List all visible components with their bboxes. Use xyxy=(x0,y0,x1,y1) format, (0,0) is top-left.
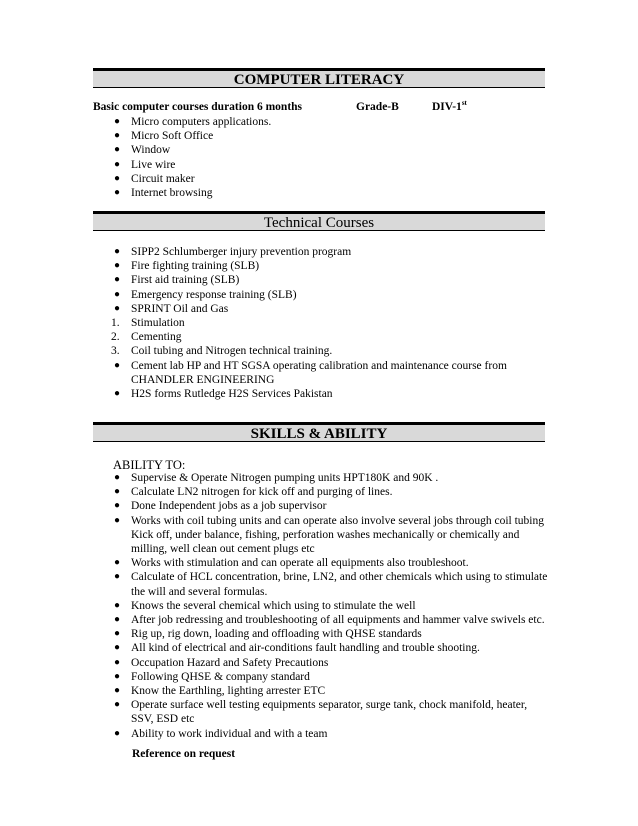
list-item xyxy=(93,245,545,259)
list-item-text: Calculate of HCL concentration, brine, LN2, and other chemicals which using to stimulate the will and several formulas. xyxy=(131,571,548,598)
list-item-text: Micro Soft Office xyxy=(131,130,214,143)
list-item xyxy=(93,115,545,129)
list-item-text: Coil tubing and Nitrogen technical training. xyxy=(131,345,333,358)
bullet-icon: ● xyxy=(114,699,121,711)
bullet-icon: ● xyxy=(114,359,121,371)
list-item xyxy=(93,727,549,741)
bullet-icon: ● xyxy=(114,685,121,697)
list-item-text: Window xyxy=(131,144,171,157)
bullet-icon: ● xyxy=(114,599,121,611)
list-item-text: Supervise & Operate Nitrogen pumping units HPT180K and 90K . xyxy=(131,472,439,484)
skills-title: SKILLS & ABILITY xyxy=(250,426,388,442)
list-item-text: Following QHSE & company standard xyxy=(131,670,310,683)
bullet-icon: ● xyxy=(114,187,121,199)
list-item xyxy=(93,344,545,358)
technical-courses-list xyxy=(93,245,545,401)
list-item xyxy=(93,387,545,401)
list-number: 2. xyxy=(111,331,120,344)
list-item xyxy=(93,556,549,570)
bullet-icon: ● xyxy=(114,144,121,156)
list-item xyxy=(93,499,549,513)
skills-list xyxy=(93,471,549,741)
list-item xyxy=(93,670,549,684)
list-item-text: Calculate LN2 nitrogen for kick off and purging of lines. xyxy=(131,486,393,499)
bullet-icon: ● xyxy=(114,571,121,583)
list-item xyxy=(93,316,545,330)
bullet-icon: ● xyxy=(114,642,121,654)
list-item-text: Emergency response training (SLB) xyxy=(131,288,297,301)
bullet-icon: ● xyxy=(114,628,121,640)
computer-literacy-list xyxy=(93,115,545,200)
bullet-icon: ● xyxy=(114,158,121,170)
bullet-icon: ● xyxy=(114,172,121,184)
list-item xyxy=(93,158,545,172)
bullet-icon: ● xyxy=(114,656,121,668)
list-item-text: Fire fighting training (SLB) xyxy=(131,260,260,273)
skills-header xyxy=(93,422,545,442)
list-item xyxy=(93,288,545,302)
list-item xyxy=(93,273,545,287)
list-item-text: Occupation Hazard and Safety Precautions xyxy=(131,656,329,669)
list-item-text: Internet browsing xyxy=(131,187,213,200)
list-item-text: All kind of electrical and air-conditions fault handling and trouble shooting. xyxy=(131,642,480,655)
list-item-text: Knows the several chemical which using to stimulate the well xyxy=(131,599,416,612)
list-item xyxy=(93,627,549,641)
bullet-icon: ● xyxy=(114,288,121,300)
list-item xyxy=(93,599,549,613)
technical-courses-header xyxy=(93,211,545,231)
bullet-icon: ● xyxy=(114,557,121,569)
list-item-text: Cementing xyxy=(131,331,182,344)
list-item-text: Ability to work individual and with a team xyxy=(131,727,328,740)
list-item xyxy=(93,259,545,273)
list-item xyxy=(93,485,549,499)
list-item xyxy=(93,570,549,598)
reference-note: Reference on request xyxy=(132,748,236,760)
list-number: 1. xyxy=(111,317,120,330)
bullet-icon: ● xyxy=(114,727,121,739)
list-item-text: Cement lab HP and HT SGSA operating calibration and maintenance course from CHANDLER ENGINEERING xyxy=(131,359,507,386)
list-item xyxy=(93,186,545,200)
division-superscript: st xyxy=(461,99,467,108)
list-item-text: First aid training (SLB) xyxy=(131,274,240,287)
list-item-text: Know the Earthling, lighting arrester ETC xyxy=(131,685,326,698)
list-item xyxy=(93,684,549,698)
list-item xyxy=(93,641,549,655)
bullet-icon: ● xyxy=(114,514,121,526)
bullet-icon: ● xyxy=(114,614,121,626)
list-item-text: SPRINT Oil and Gas xyxy=(131,302,229,315)
bullet-icon: ● xyxy=(114,388,121,400)
bullet-icon: ● xyxy=(114,246,121,257)
list-item-text: Operate surface well testing equipments separator, surge tank, chock manifold, heater, SSV, ESD etc xyxy=(131,699,528,726)
ability-heading: ABILITY TO: xyxy=(113,458,186,472)
division-label xyxy=(432,100,467,114)
list-item xyxy=(93,129,545,143)
bullet-icon: ● xyxy=(114,670,121,682)
list-item-text: SIPP2 Schlumberger injury prevention program xyxy=(131,246,352,258)
list-item-text: After job redressing and troubleshooting of all equipments and hammer valve swivels etc. xyxy=(131,614,545,627)
list-item xyxy=(93,471,549,485)
list-item-text: Live wire xyxy=(131,158,176,171)
list-item xyxy=(93,613,549,627)
bullet-icon: ● xyxy=(114,116,121,127)
course-line: Basic computer courses duration 6 months xyxy=(93,101,303,113)
list-item-text: Circuit maker xyxy=(131,172,195,185)
computer-literacy-title: COMPUTER LITERACY xyxy=(233,72,405,88)
bullet-icon: ● xyxy=(114,472,121,483)
technical-courses-title: Technical Courses xyxy=(263,215,375,231)
bullet-icon: ● xyxy=(114,274,121,286)
bullet-icon: ● xyxy=(114,130,121,142)
list-item-text: H2S forms Rutledge H2S Services Pakistan xyxy=(131,388,333,401)
division-text: DIV-1 xyxy=(432,101,462,113)
list-item-text: Micro computers applications. xyxy=(131,116,272,128)
bullet-icon: ● xyxy=(114,500,121,512)
list-item-text: Done Independent jobs as a job supervisor xyxy=(131,500,327,513)
bullet-icon: ● xyxy=(114,260,121,272)
list-item xyxy=(93,359,545,387)
grade-label: Grade-B xyxy=(356,101,399,113)
list-number: 3. xyxy=(111,345,120,358)
list-item xyxy=(93,514,549,557)
list-item xyxy=(93,656,549,670)
list-item xyxy=(93,302,545,316)
list-item xyxy=(93,172,545,186)
list-item xyxy=(93,330,545,344)
list-item-text: Works with coil tubing units and can operate also involve several jobs through coil tubing Kick off, under balance, fishing, perforation washes mechanically or chemically and milling, well clean out cement plugs etc xyxy=(131,514,544,556)
bullet-icon: ● xyxy=(114,486,121,498)
bullet-icon: ● xyxy=(114,302,121,314)
list-item-text: Stimulation xyxy=(131,317,185,330)
list-item-text: Rig up, rig down, loading and offloading with QHSE standards xyxy=(131,628,422,641)
list-item xyxy=(93,143,545,157)
computer-literacy-header xyxy=(93,68,545,88)
list-item-text: Works with stimulation and can operate all equipments also troubleshoot. xyxy=(131,557,469,570)
list-item xyxy=(93,698,549,726)
